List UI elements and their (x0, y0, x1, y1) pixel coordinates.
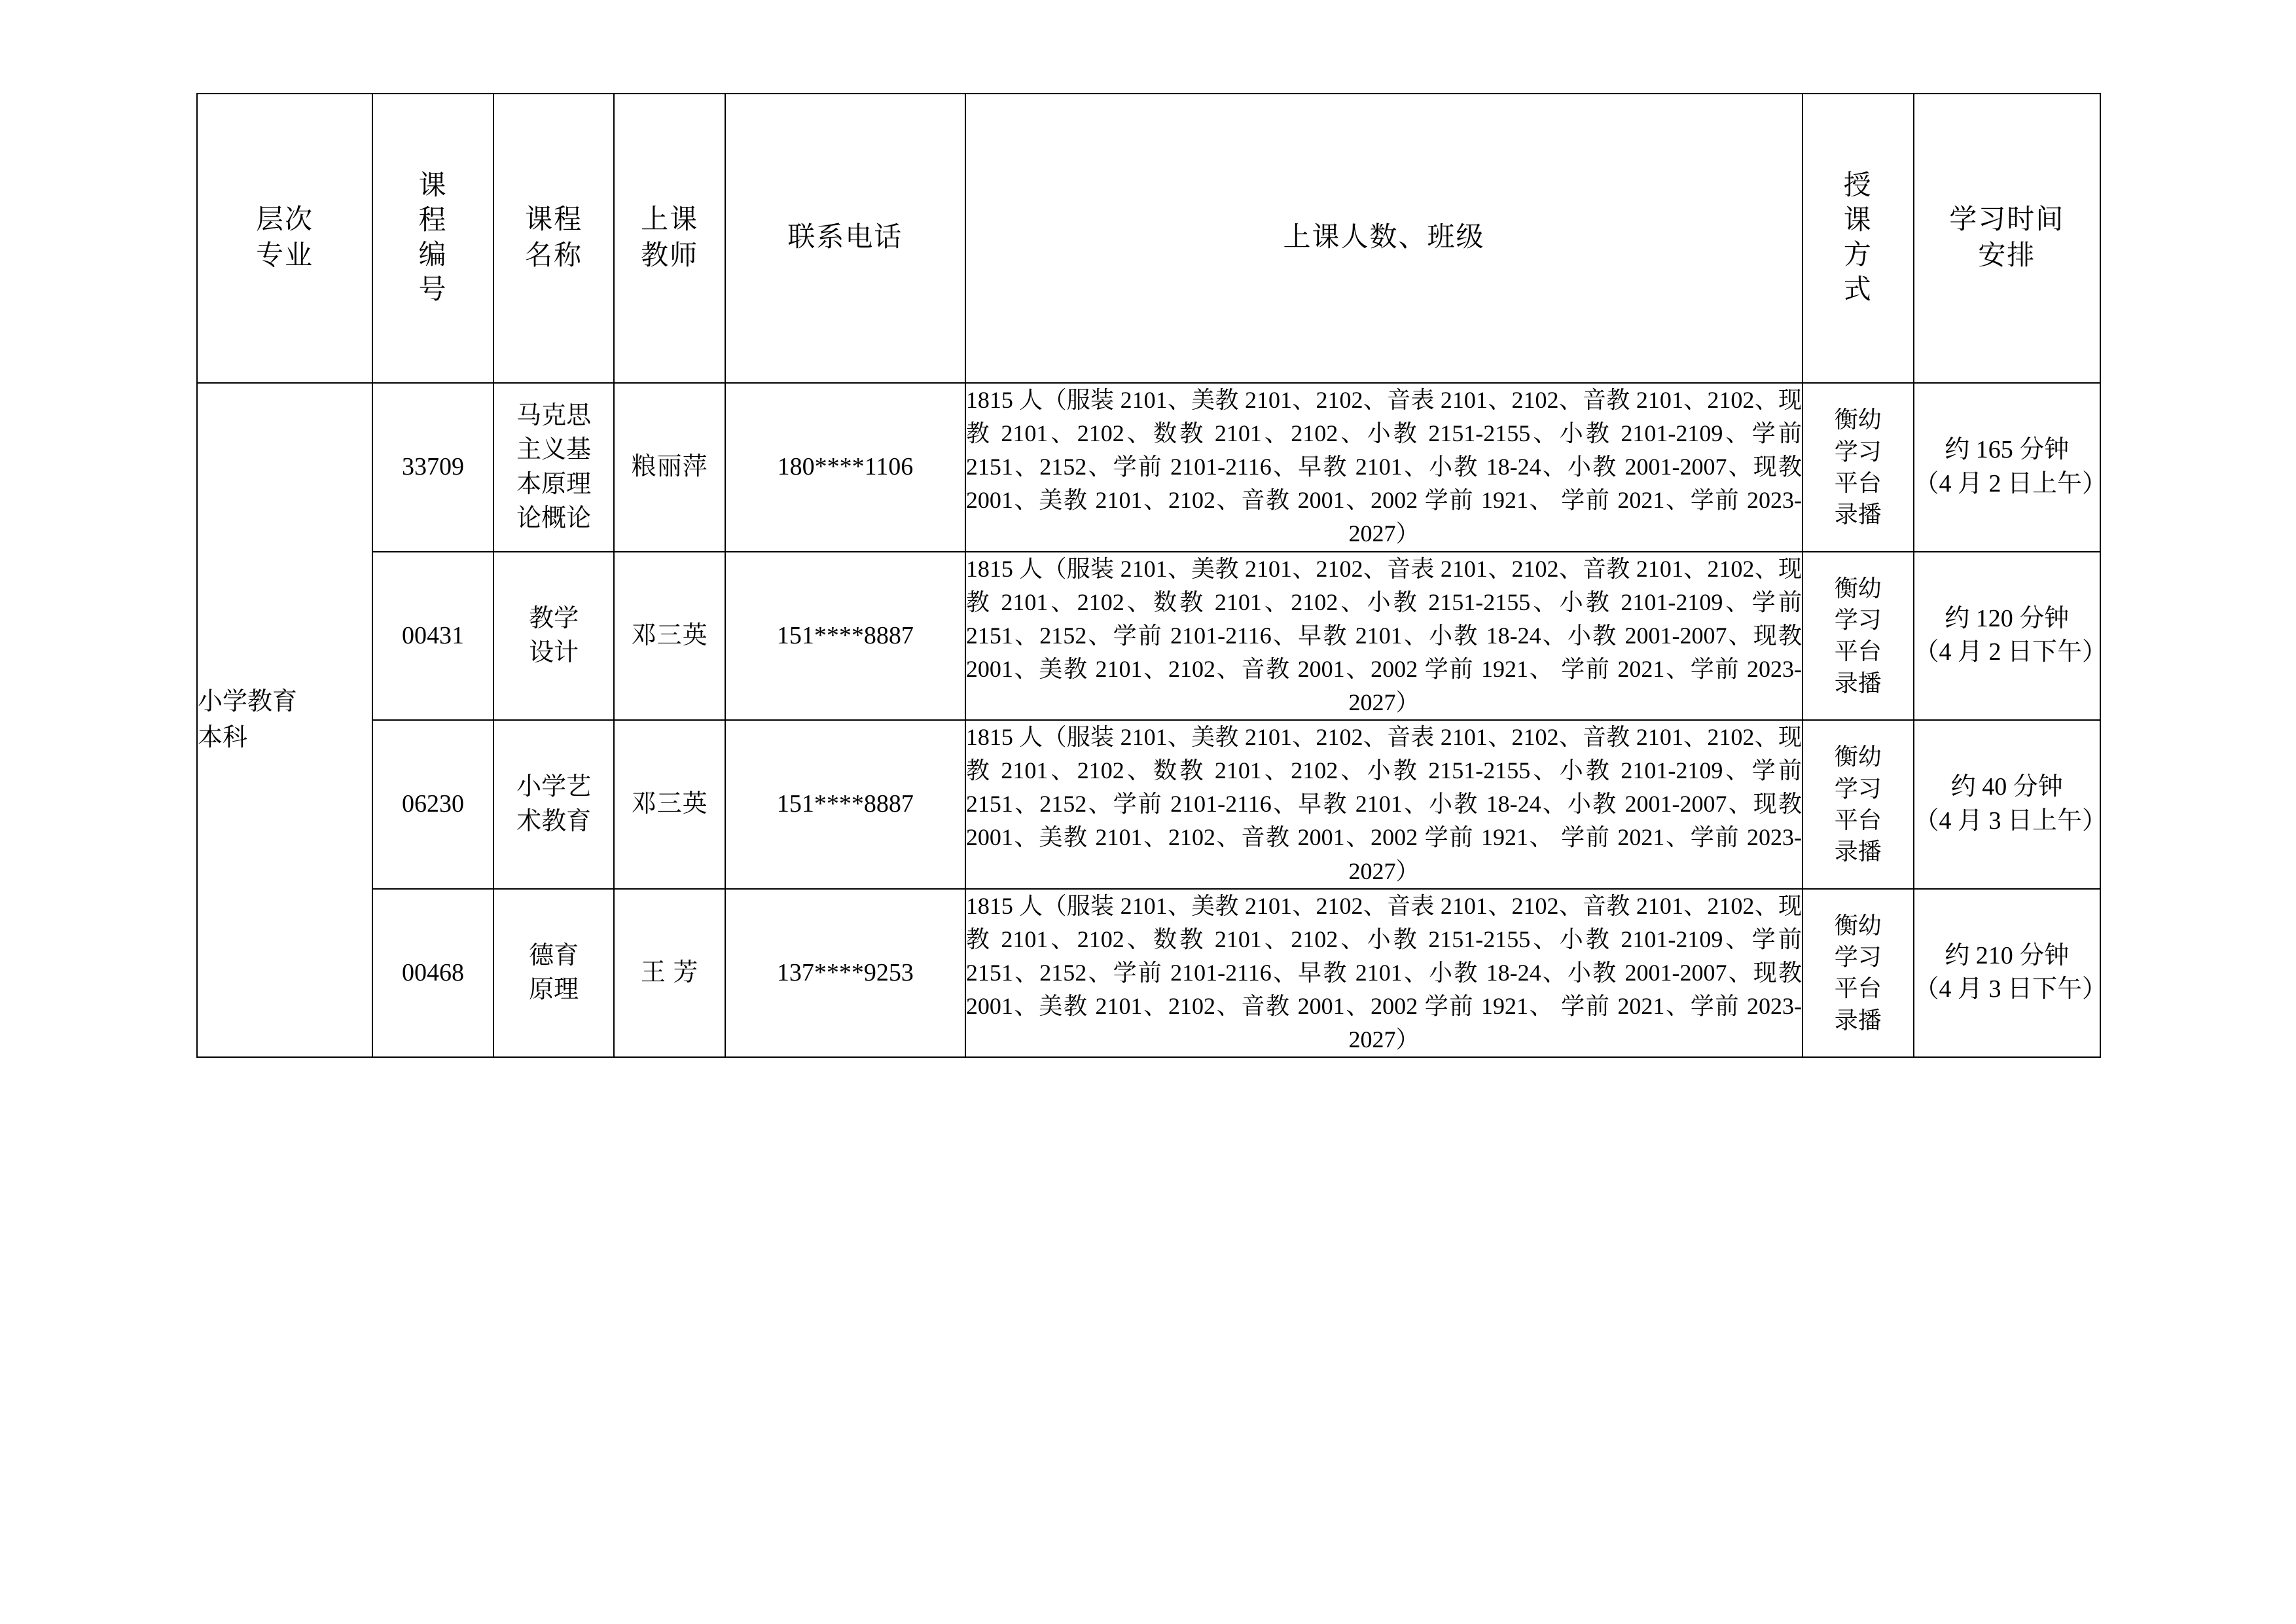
cell-teacher: 王 芳 (614, 889, 725, 1058)
table-row (197, 720, 2100, 889)
header-course-code: 课 程 编 号 (372, 94, 493, 383)
cell-time: 约 165 分钟 （4 月 2 日上午） (1914, 383, 2100, 552)
course-schedule-table (196, 93, 2108, 1058)
cell-phone: 180****1106 (725, 383, 965, 552)
cell-course-name: 马克思 主义基 本原理 论概论 (493, 383, 615, 552)
cell-level-major: 小学教育 本科 (197, 383, 372, 1057)
cell-course-name: 小学艺 术教育 (493, 720, 615, 889)
cell-class-info: 1815 人（服装 2101、美教 2101、2102、音表 2101、2102、音教 2101、2102、现教 2101、2102、数教 2101、2102、小教 2151-2155、小教 2101-2109、学前 2151、2152、学前 2101-2116、早教 2101、小教 18-24、小教 2001-2007、现教 2001、美教 2101、2102、音教 2001、2002 学前 1921、 学前 2021、学前 2023-2027） (965, 889, 1803, 1058)
cell-class-info: 1815 人（服装 2101、美教 2101、2102、音表 2101、2102、音教 2101、2102、现教 2101、2102、数教 2101、2102、小教 2151-2155、小教 2101-2109、学前 2151、2152、学前 2101-2116、早教 2101、小教 18-24、小教 2001-2007、现教 2001、美教 2101、2102、音教 2001、2002 学前 1921、 学前 2021、学前 2023-2027） (965, 383, 1803, 552)
cell-teacher: 邓三英 (614, 552, 725, 721)
cell-course-code: 00431 (372, 552, 493, 721)
cell-mode: 衡幼 学习 平台 录播 (1803, 383, 1914, 552)
header-teacher: 上课 教师 (614, 94, 725, 383)
cell-mode: 衡幼 学习 平台 录播 (1803, 552, 1914, 721)
cell-phone: 137****9253 (725, 889, 965, 1058)
header-time: 学习时间 安排 (1914, 94, 2100, 383)
cell-class-info: 1815 人（服装 2101、美教 2101、2102、音表 2101、2102、音教 2101、2102、现教 2101、2102、数教 2101、2102、小教 2151-2155、小教 2101-2109、学前 2151、2152、学前 2101-2116、早教 2101、小教 18-24、小教 2001-2007、现教 2001、美教 2101、2102、音教 2001、2002 学前 1921、 学前 2021、学前 2023-2027） (965, 552, 1803, 721)
cell-mode: 衡幼 学习 平台 录播 (1803, 889, 1914, 1058)
table-row (197, 383, 2100, 552)
header-phone: 联系电话 (725, 94, 965, 383)
header-course-name: 课程 名称 (493, 94, 615, 383)
header-mode: 授 课 方 式 (1803, 94, 1914, 383)
cell-phone: 151****8887 (725, 720, 965, 889)
table-header-row (197, 94, 2100, 383)
cell-course-code: 33709 (372, 383, 493, 552)
cell-course-code: 00468 (372, 889, 493, 1058)
cell-course-name: 教学 设计 (493, 552, 615, 721)
cell-time: 约 120 分钟 （4 月 2 日下午） (1914, 552, 2100, 721)
cell-course-name: 德育 原理 (493, 889, 615, 1058)
cell-mode: 衡幼 学习 平台 录播 (1803, 720, 1914, 889)
cell-phone: 151****8887 (725, 552, 965, 721)
cell-teacher: 粮丽萍 (614, 383, 725, 552)
header-level-major: 层次 专业 (197, 94, 372, 383)
header-class-info: 上课人数、班级 (965, 94, 1803, 383)
cell-teacher: 邓三英 (614, 720, 725, 889)
table-row (197, 889, 2100, 1058)
cell-time: 约 40 分钟 （4 月 3 日上午） (1914, 720, 2100, 889)
cell-class-info: 1815 人（服装 2101、美教 2101、2102、音表 2101、2102、音教 2101、2102、现教 2101、2102、数教 2101、2102、小教 2151-2155、小教 2101-2109、学前 2151、2152、学前 2101-2116、早教 2101、小教 18-24、小教 2001-2007、现教 2001、美教 2101、2102、音教 2001、2002 学前 1921、 学前 2021、学前 2023-2027） (965, 720, 1803, 889)
cell-course-code: 06230 (372, 720, 493, 889)
cell-time: 约 210 分钟 （4 月 3 日下午） (1914, 889, 2100, 1058)
table-row (197, 552, 2100, 721)
